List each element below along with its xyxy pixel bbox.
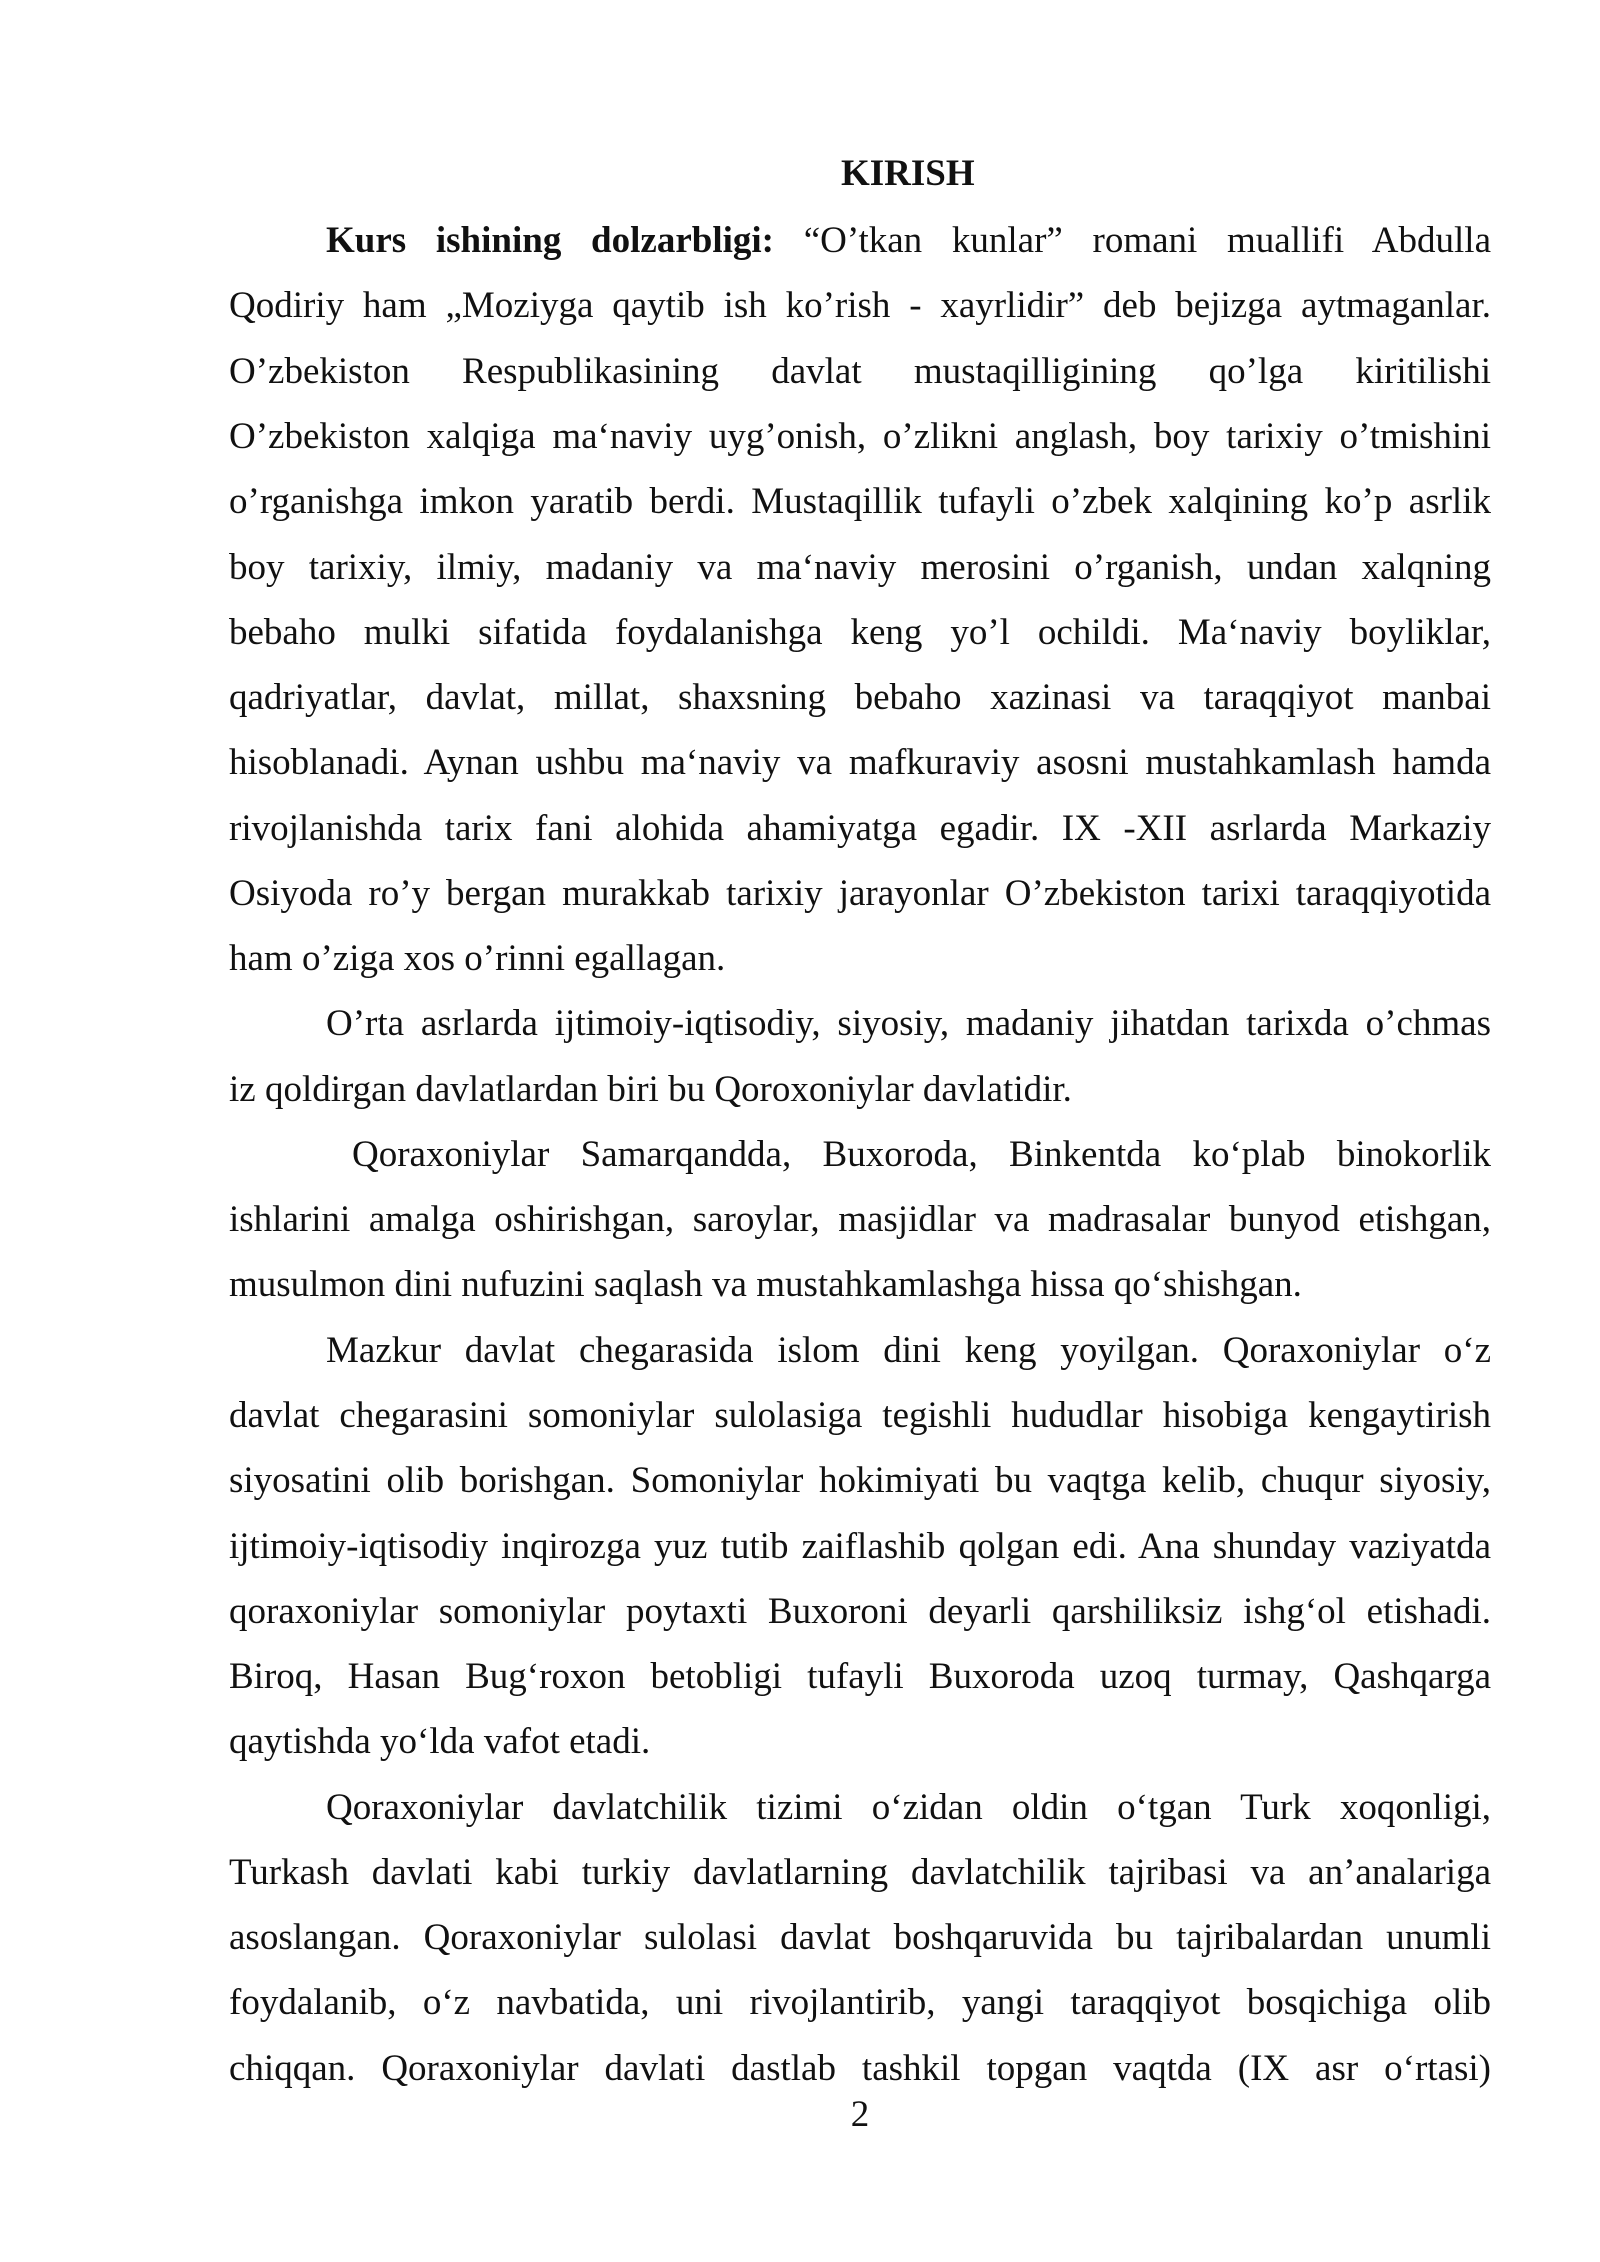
paragraph bbox=[229, 1318, 1491, 1775]
paragraph bbox=[229, 1775, 1491, 2101]
paragraph-line: iz qoldirgan davlatlardan biri bu Qoroxoniylar davlatidir. bbox=[229, 1068, 1072, 1110]
page-number: 2 bbox=[850, 2094, 870, 2135]
paragraph-line: chiqqan. Qoraxoniylar davlati dastlab tashkil topgan vaqtda (IX asr o‘rtasi) bbox=[229, 2047, 1491, 2089]
paragraph-line: ishlarini amalga oshirishgan, saroylar, masjidlar va madrasalar bunyod etishgan, bbox=[229, 1199, 1491, 1241]
paragraph-line: Qoraxoniylar davlatchilik tizimi o‘zidan oldin o‘tgan Turk xoqonligi, bbox=[326, 1786, 1491, 1828]
paragraph-line: ijtimoiy-iqtisodiy inqirozga yuz tutib zaiflashib qolgan edi. Ana shunday vaziyatda bbox=[229, 1525, 1491, 1567]
paragraph-line: O’zbekiston xalqiga ma‘naviy uyg’onish, o’zlikni anglash, boy tarixiy o’tmishini bbox=[229, 415, 1491, 457]
paragraph-line: Qodiriy ham „Moziyga qaytib ish ko’rish - xayrlidir” deb bejizga aytmaganlar. bbox=[229, 285, 1491, 327]
paragraph bbox=[229, 991, 1491, 1122]
paragraph-line: siyosatini olib borishgan. Somoniylar hokimiyati bu vaqtga kelib, chuqur siyosiy, bbox=[229, 1460, 1491, 1502]
paragraph-line: Qoraxoniylar Samarqandda, Buxoroda, Binkentda ko‘plab binokorlik bbox=[352, 1133, 1491, 1175]
paragraph-line: Biroq, Hasan Bug‘roxon betobligi tufayli Buxoroda uzoq turmay, Qashqarga bbox=[229, 1656, 1491, 1698]
paragraph bbox=[229, 208, 1491, 991]
paragraph-line: foydalanib, o‘z navbatida, uni rivojlantirib, yangi taraqqiyot bosqichiga olib bbox=[229, 1982, 1491, 2024]
page-title: KIRISH bbox=[841, 153, 975, 194]
paragraph-line: O’zbekiston Respublikasining davlat mustaqilligining qo’lga kiritilishi bbox=[229, 350, 1491, 392]
paragraph-line: Osiyoda ro’y bergan murakkab tarixiy jarayonlar O’zbekiston tarixi taraqqiyotida bbox=[229, 872, 1491, 914]
paragraph-line: asoslangan. Qoraxoniylar sulolasi davlat boshqaruvida bu tajribalardan unumli bbox=[229, 1917, 1491, 1959]
paragraph-line: ham o’ziga xos o’rinni egallagan. bbox=[229, 938, 726, 980]
paragraph-line: o’rganishga imkon yaratib berdi. Mustaqillik tufayli o’zbek xalqining ko’p asrlik bbox=[229, 481, 1491, 523]
paragraph-line: Mazkur davlat chegarasida islom dini keng yoyilgan. Qoraxoniylar o‘z bbox=[326, 1329, 1491, 1371]
paragraph-line: davlat chegarasini somoniylar sulolasiga tegishli hududlar hisobiga kengaytirish bbox=[229, 1394, 1491, 1436]
paragraph-line: O’rta asrlarda ijtimoiy-iqtisodiy, siyosiy, madaniy jihatdan tarixda o’chmas bbox=[326, 1003, 1491, 1045]
paragraph-line: boy tarixiy, ilmiy, madaniy va ma‘naviy merosini o’rganish, undan xalqning bbox=[229, 546, 1491, 588]
paragraph-line: qoraxoniylar somoniylar poytaxti Buxoroni deyarli qarshiliksiz ishg‘ol etishadi. bbox=[229, 1590, 1491, 1632]
paragraph bbox=[229, 1122, 1491, 1318]
lead-label: Kurs ishining dolzarbligi: bbox=[326, 220, 774, 262]
paragraph-line: Turkash davlati kabi turkiy davlatlarning davlatchilik tajribasi va an’analariga bbox=[229, 1851, 1491, 1893]
paragraph-line: bebaho mulki sifatida foydalanishga keng yo’l ochildi. Ma‘naviy boyliklar, bbox=[229, 611, 1491, 653]
paragraph-line: qadriyatlar, davlat, millat, shaxsning bebaho xazinasi va taraqqiyot manbai bbox=[229, 677, 1491, 719]
paragraph-line: musulmon dini nufuzini saqlash va mustahkamlashga hissa qo‘shishgan. bbox=[229, 1264, 1302, 1306]
paragraph-line: qaytishda yo‘lda vafot etadi. bbox=[229, 1721, 651, 1763]
paragraph-line bbox=[229, 208, 1491, 273]
paragraph-line: rivojlanishda tarix fani alohida ahamiyatga egadir. IX -XII asrlarda Markaziy bbox=[229, 807, 1491, 849]
document-body bbox=[229, 208, 1491, 2101]
paragraph-line: hisoblanadi. Aynan ushbu ma‘naviy va mafkuraviy asosni mustahkamlash hamda bbox=[229, 742, 1491, 784]
line-text: “O’tkan kunlar” romani muallifi Abdulla bbox=[803, 220, 1491, 262]
